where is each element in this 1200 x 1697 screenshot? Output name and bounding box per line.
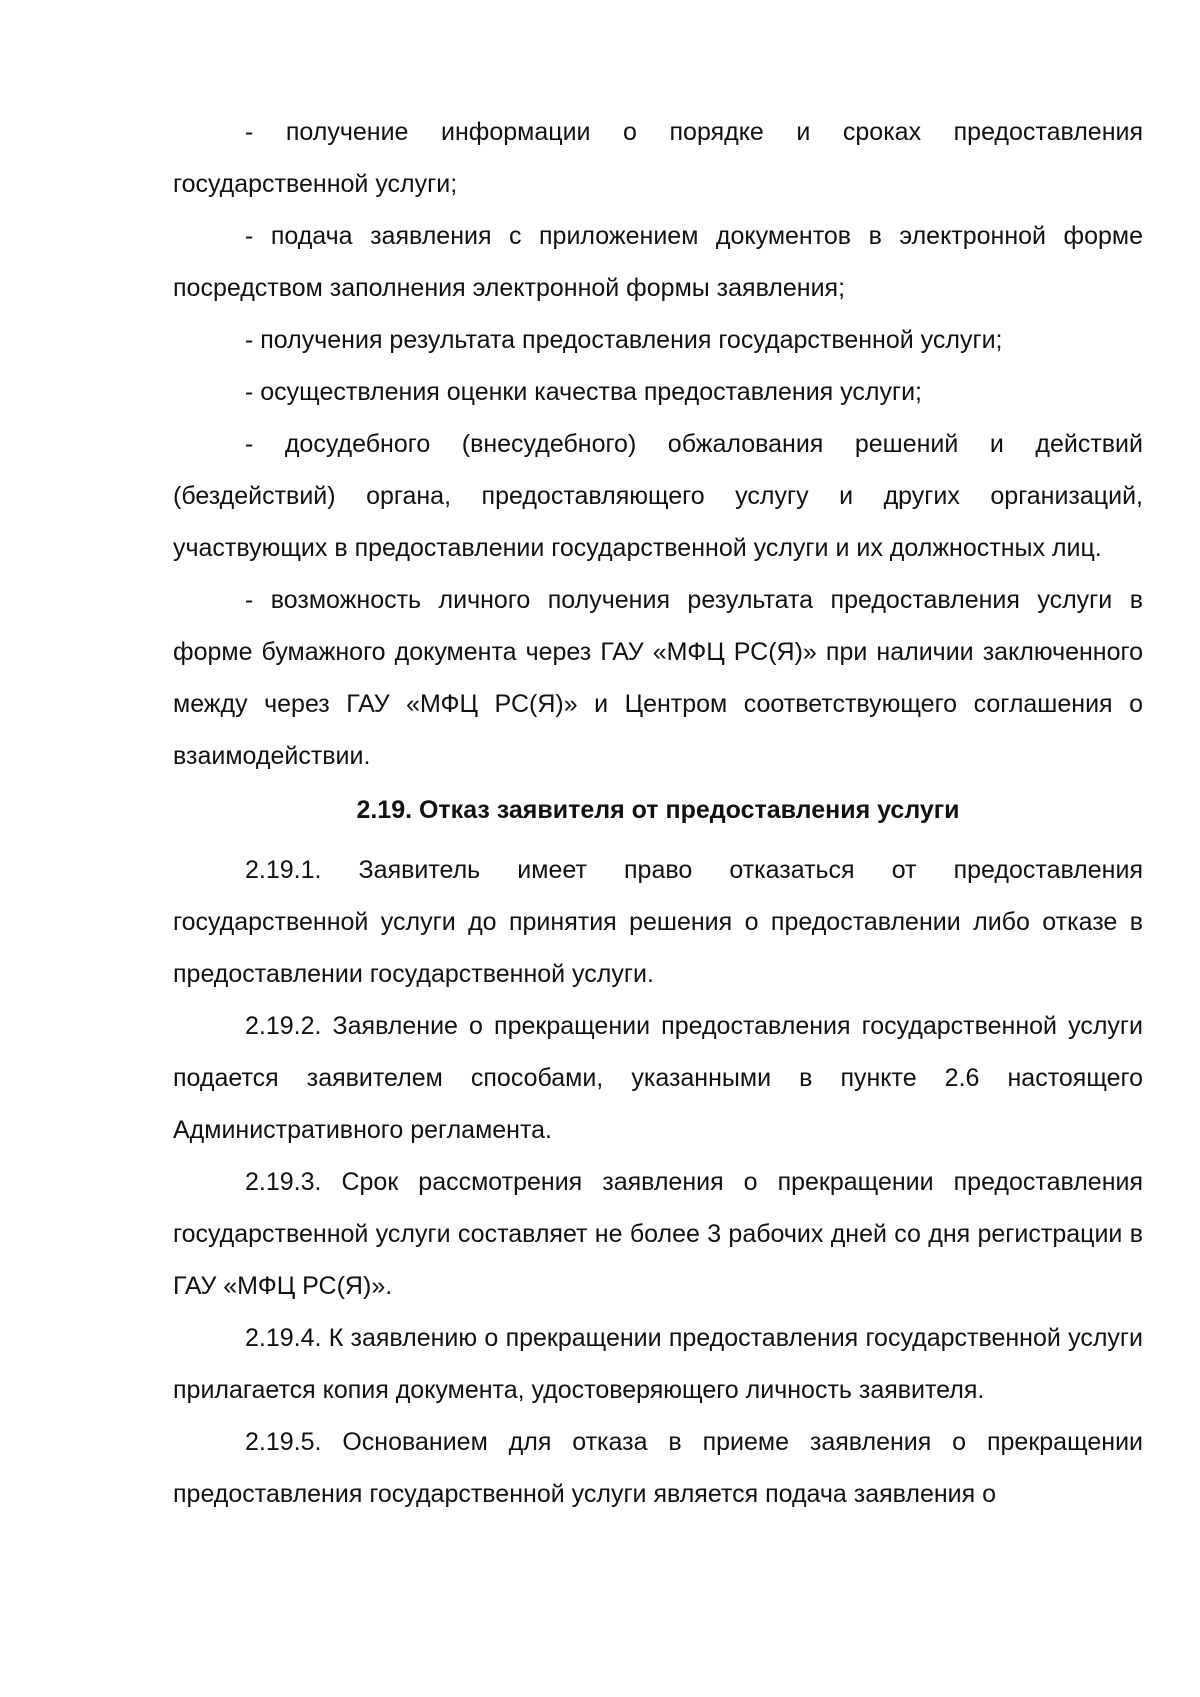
clause-2-19-3: 2.19.3. Срок рассмотрения заявления о прекращении предоставления государственной услуги составляет не более 3 рабочих дней со дня регистрации в ГАУ «МФЦ РС(Я)». <box>173 1168 1143 1300</box>
paragraph-item-info: - получение информации о порядке и сроках предоставления государственной услуги; <box>173 118 1143 198</box>
paragraph-item-result: - получения результата предоставления государственной услуги; <box>245 326 1003 354</box>
paragraph-item-appeal: - досудебного (внесудебного) обжалования решений и действий (бездействий) органа, предоставляющего услугу и других организаций, участвующих в предоставлении государственной услуги и их должностных лиц. <box>173 430 1143 562</box>
clause-2-19-1: 2.19.1. Заявитель имеет право отказаться от предоставления государственной услуги до принятия решения о предоставлении либо отказе в предоставлении государственной услуги. <box>173 856 1143 988</box>
section-heading: 2.19. Отказ заявителя от предоставления услуги <box>356 796 960 824</box>
clause-2-19-5: 2.19.5. Основанием для отказа в приеме заявления о прекращении предоставления государственной услуги является подача заявления о <box>173 1428 1143 1508</box>
document-body <box>173 106 1143 1520</box>
clause-2-19-2: 2.19.2. Заявление о прекращении предоставления государственной услуги подается заявителем способами, указанными в пункте 2.6 настоящего Административного регламента. <box>173 1012 1143 1144</box>
clause-2-19-4: 2.19.4. К заявлению о прекращении предоставления государственной услуги прилагается копия документа, удостоверяющего личность заявителя. <box>173 1324 1143 1404</box>
paragraph-item-quality: - осуществления оценки качества предоставления услуги; <box>245 378 922 406</box>
paragraph-item-paper-result: - возможность личного получения результата предоставления услуги в форме бумажного документа через ГАУ «МФЦ РС(Я)» при наличии заключенного между через ГАУ «МФЦ РС(Я)» и Центром соответствующего соглашения о взаимодействии. <box>173 586 1143 770</box>
paragraph-item-application: - подача заявления с приложением документов в электронной форме посредством заполнения электронной формы заявления; <box>173 222 1143 302</box>
